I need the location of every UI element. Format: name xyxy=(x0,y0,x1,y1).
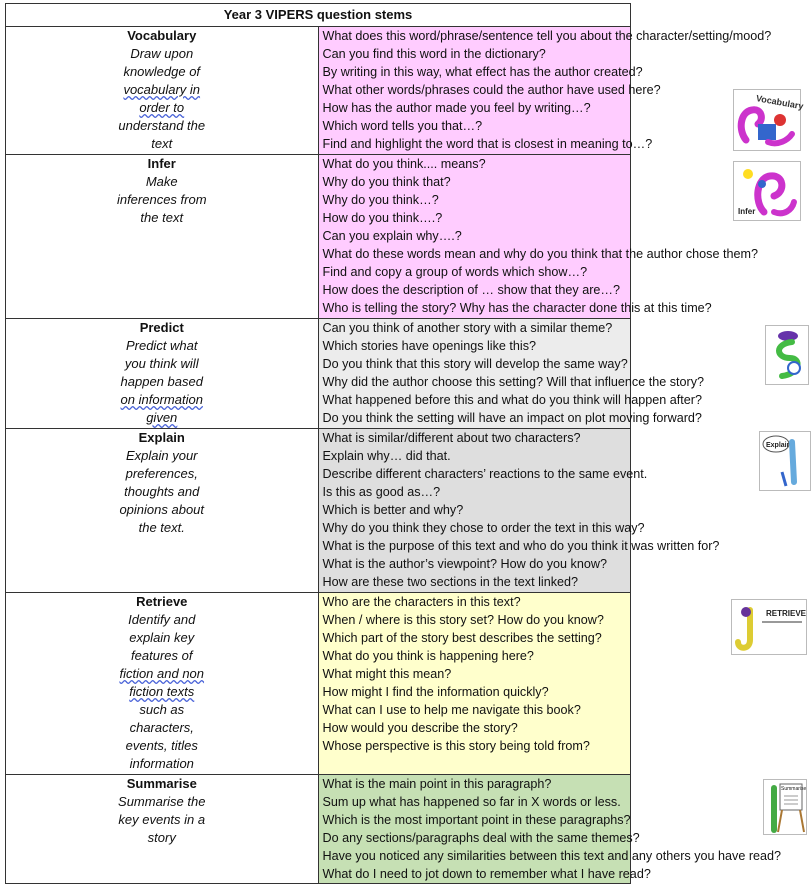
picture-label: Infer xyxy=(737,207,755,216)
section-label-cell xyxy=(6,593,319,775)
question: What do these words mean and why do you think that the author chose them? xyxy=(322,247,758,261)
question: When / where is this story set? How do you know? xyxy=(322,613,604,627)
question: Explain why… did that. xyxy=(322,449,451,463)
question: How are these two sections in the text linked? xyxy=(322,575,579,589)
question: Find and copy a group of words which show…? xyxy=(322,265,588,279)
question: What might this mean? xyxy=(322,667,452,681)
question: What do you think is happening here? xyxy=(322,649,534,663)
question: Sum up what has happened so far in X words or less. xyxy=(322,795,621,809)
section-desc-line: given xyxy=(146,410,178,425)
section-label-cell xyxy=(6,775,319,884)
section-desc-line: inferences from xyxy=(116,192,207,207)
section-name: Vocabulary xyxy=(127,28,197,43)
section-row-predict xyxy=(6,319,631,429)
question: Who are the characters in this text? xyxy=(322,595,521,609)
section-desc-line: Explain your xyxy=(125,448,198,463)
summarise-snake-picture xyxy=(763,779,807,835)
section-label-cell xyxy=(6,155,319,319)
question: Why do you think that? xyxy=(322,175,451,189)
section-questions-cell xyxy=(318,429,791,593)
question: How does the description of … show that they are…? xyxy=(322,283,621,297)
section-desc-line: Draw upon xyxy=(130,46,194,61)
section-name: Summarise xyxy=(126,776,197,791)
question: What happened before this and what do you think will happen after? xyxy=(322,393,702,407)
section-desc-line: preferences, xyxy=(125,466,198,481)
explain-snake-picture xyxy=(759,431,811,491)
question: What is the main point in this paragraph? xyxy=(322,777,552,791)
section-label-cell xyxy=(6,429,319,593)
picture-label: Vocabulary xyxy=(754,93,804,112)
question: Do any sections/paragraphs deal with the same themes? xyxy=(322,831,640,845)
question: Why do you think…? xyxy=(322,193,439,207)
section-row-summarise xyxy=(6,775,631,884)
picture-label: RETRIEVE xyxy=(765,609,806,618)
section-row-retrieve xyxy=(6,593,631,775)
section-desc-line: the text xyxy=(140,210,184,225)
question: What can I use to help me navigate this book? xyxy=(322,703,581,717)
question: Describe different characters’ reactions to the same event. xyxy=(322,467,648,481)
section-questions-cell xyxy=(318,775,806,884)
retrieve-snake-picture xyxy=(731,599,807,655)
section-desc-line: Predict what xyxy=(125,338,198,353)
section-row-explain xyxy=(6,429,631,593)
table-title: Year 3 VIPERS question stems xyxy=(6,4,631,27)
section-desc-line: Summarise the xyxy=(118,794,206,809)
section-desc-line: fiction and non xyxy=(119,666,205,681)
section-desc-line: text xyxy=(151,136,173,151)
section-desc-line: Make xyxy=(145,174,178,189)
question: How do you think….? xyxy=(322,211,443,225)
question: Whose perspective is this story being told from? xyxy=(322,739,590,753)
question: Can you think of another story with a similar theme? xyxy=(322,321,613,335)
document xyxy=(5,3,806,884)
infer-snake-picture xyxy=(733,161,801,221)
section-label-cell xyxy=(6,319,319,429)
predict-snake-picture xyxy=(765,325,809,385)
question: Have you noticed any similarities between this text and any others you have read? xyxy=(322,849,782,863)
section-desc-line: characters, xyxy=(129,720,194,735)
question: By writing in this way, what effect has the author created? xyxy=(322,65,643,79)
vipers-table xyxy=(5,3,806,884)
section-questions-cell xyxy=(318,155,758,319)
question: Why do you think they chose to order the text in this way? xyxy=(322,521,645,535)
section-desc-line: features of xyxy=(131,648,193,663)
section-desc-line: fiction texts xyxy=(129,684,195,699)
question: What do I need to jot down to remember what I have read? xyxy=(322,867,651,881)
section-name: Infer xyxy=(147,156,176,171)
question: Which stories have openings like this? xyxy=(322,339,537,353)
question: Find and highlight the word that is closest in meaning to…? xyxy=(322,137,653,151)
section-desc-line: happen based xyxy=(120,374,203,389)
section-desc-line: story xyxy=(147,830,176,845)
question: Do you think the setting will have an impact on plot moving forward? xyxy=(322,411,702,425)
section-name: Explain xyxy=(138,430,185,445)
section-row-vocabulary xyxy=(6,27,631,155)
question: Which word tells you that…? xyxy=(322,119,483,133)
section-name: Predict xyxy=(139,320,184,335)
vocabulary-snake-picture xyxy=(733,89,804,151)
question: Which is better and why? xyxy=(322,503,464,517)
section-name: Retrieve xyxy=(136,594,188,609)
section-desc-line: opinions about xyxy=(119,502,205,517)
question: Which is the most important point in these paragraphs? xyxy=(322,813,631,827)
section-desc-line: Identify and xyxy=(128,612,196,627)
picture-label: Summarise xyxy=(780,786,806,792)
question: What do you think.... means? xyxy=(322,157,486,171)
picture-label: Explain xyxy=(765,442,791,449)
question: Do you think that this story will develop the same way? xyxy=(322,357,628,371)
section-desc-line: explain key xyxy=(129,630,195,645)
section-desc-line: order to xyxy=(139,100,185,115)
section-label-cell xyxy=(6,27,319,155)
question: Can you explain why….? xyxy=(322,229,462,243)
question: What is similar/different about two characters? xyxy=(322,431,581,445)
section-questions-cell xyxy=(318,319,705,429)
section-desc-line: understand the xyxy=(118,118,206,133)
section-desc-line: knowledge of xyxy=(123,64,201,79)
section-desc-line: vocabulary in xyxy=(123,82,201,97)
question: What other words/phrases could the author have used here? xyxy=(322,83,661,97)
question: Can you find this word in the dictionary? xyxy=(322,47,546,61)
section-desc-line: information xyxy=(129,756,194,771)
question: What is the purpose of this text and who do you think it was written for? xyxy=(322,539,720,553)
question: Is this as good as…? xyxy=(322,485,441,499)
question: How has the author made you feel by writing…? xyxy=(322,101,591,115)
section-row-infer xyxy=(6,155,631,319)
section-desc-line: you think will xyxy=(124,356,199,371)
question: Why did the author choose this setting? Will that influence the story? xyxy=(322,375,705,389)
question: What is the author’s viewpoint? How do you know? xyxy=(322,557,607,571)
question: What does this word/phrase/sentence tell you about the character/setting/mood? xyxy=(322,29,772,43)
section-desc-line: thoughts and xyxy=(124,484,200,499)
question: Which part of the story best describes the setting? xyxy=(322,631,602,645)
question: How would you describe the story? xyxy=(322,721,518,735)
section-questions-cell xyxy=(318,593,806,775)
section-desc-line: key events in a xyxy=(118,812,206,827)
section-desc-line: events, titles xyxy=(125,738,198,753)
section-desc-line: such as xyxy=(139,702,185,717)
question: Who is telling the story? Why has the character done this at this time? xyxy=(322,301,712,315)
section-desc-line: the text. xyxy=(138,520,185,535)
question: How might I find the information quickly? xyxy=(322,685,549,699)
section-questions-cell xyxy=(318,27,804,155)
section-desc-line: on information xyxy=(120,392,203,407)
